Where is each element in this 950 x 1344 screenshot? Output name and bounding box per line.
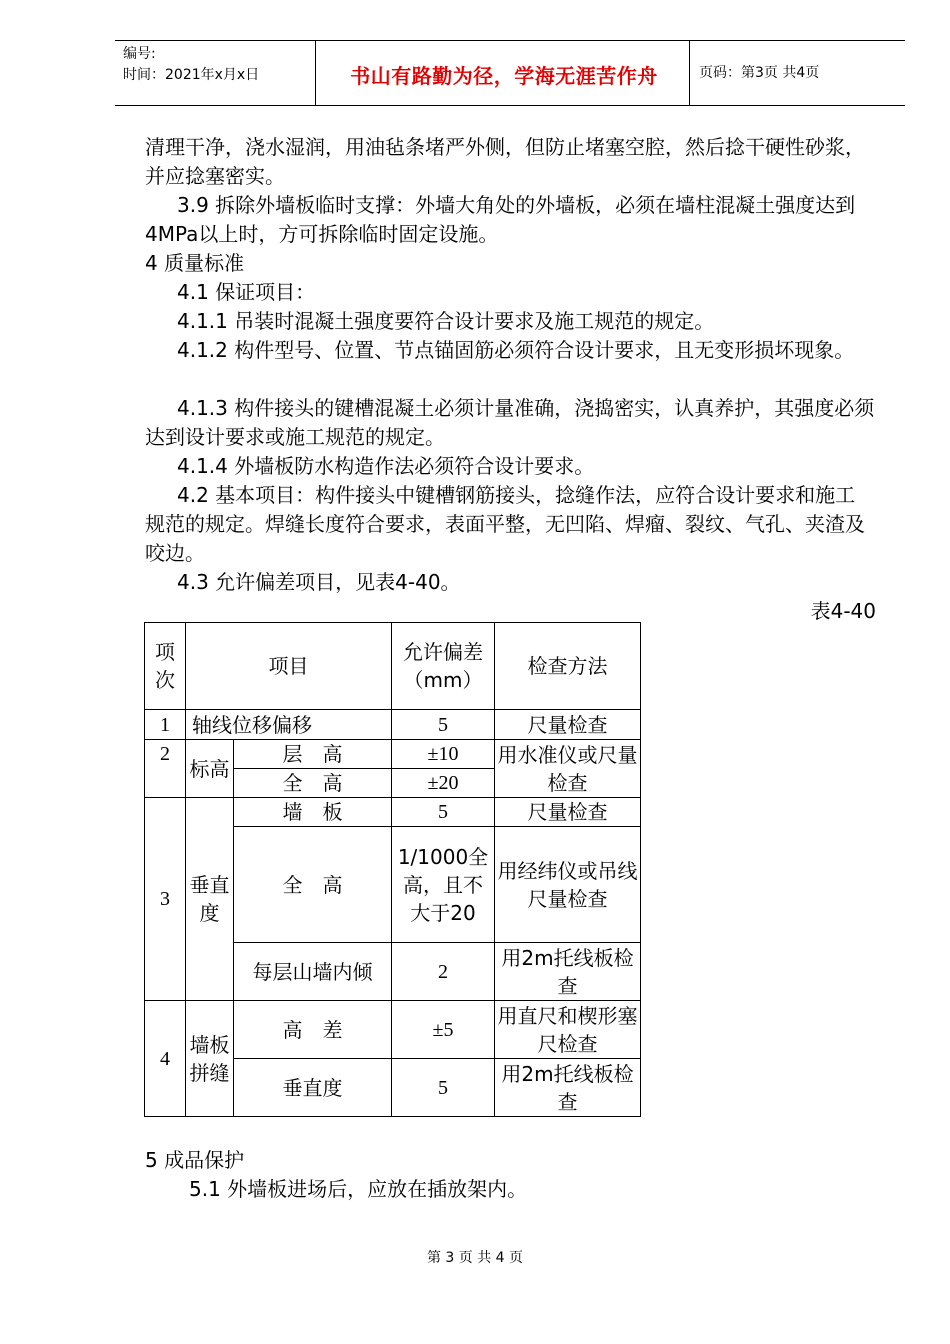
document-header — [115, 40, 905, 106]
seq-cell: 4 — [145, 1001, 186, 1117]
header-cell-method: 检查方法 — [495, 623, 641, 710]
method-cell: 用2m托线板检查 — [495, 943, 641, 1001]
table-caption: 表4-40 — [810, 599, 876, 623]
table-row — [145, 1001, 641, 1059]
deviation-cell: 5 — [392, 1059, 495, 1117]
deviation-cell: 1/1000全高，且不大于20 — [392, 827, 495, 943]
item-cell: 层 高 — [234, 740, 392, 769]
seq-cell: 1 — [145, 710, 186, 740]
table-row — [145, 740, 641, 769]
paragraph: 5.1 外墙板进场后，应放在插放架内。 — [189, 1177, 528, 1201]
paragraph: 3.9 拆除外墙板临时支撑：外墙大角处的外墙板，必须在墙柱混凝土强度达到4MPa以上时，方可拆除临时固定设施。 — [145, 193, 856, 246]
item-cell: 轴线位移偏移 — [186, 710, 392, 740]
deviation-cell: 5 — [392, 798, 495, 827]
header-meta — [123, 44, 259, 86]
header-divider — [315, 40, 316, 106]
method-cell: 尺量检查 — [495, 798, 641, 827]
method-cell: 用水准仪或尺量检查 — [495, 740, 641, 798]
table-row — [145, 710, 641, 740]
table-header-row — [145, 623, 641, 710]
paragraph: 4.1.1 吊装时混凝土强度要符合设计要求及施工规范的规定。 — [177, 309, 715, 333]
paragraph: 4.2 基本项目：构件接头中键槽钢筋接头，捻缝作法，应符合设计要求和施工规范的规定。焊缝长度符合要求，表面平整，无凹陷、焊瘤、裂纹、气孔、夹渣及咬边。 — [145, 483, 865, 565]
paragraph: 4.3 允许偏差项目，见表4-40。 — [177, 570, 461, 594]
table-row — [145, 798, 641, 827]
group-cell: 垂直度 — [186, 798, 234, 1001]
header-cell-seq: 项次 — [145, 623, 186, 710]
item-cell: 全 高 — [234, 769, 392, 798]
header-time-label: 时间：2021年x月x日 — [123, 67, 260, 83]
paragraph: 清理干净，浇水湿润，用油毡条堵严外侧，但防止堵塞空腔，然后捻干硬性砂浆，并应捻塞密实。 — [145, 135, 865, 188]
section-heading: 5 成品保护 — [145, 1148, 245, 1172]
section-heading: 4 质量标准 — [145, 251, 245, 275]
item-cell: 全 高 — [234, 827, 392, 943]
item-cell: 每层山墙内倾 — [234, 943, 392, 1001]
method-cell: 用经纬仪或吊线尺量检查 — [495, 827, 641, 943]
header-bottom-rule — [115, 105, 905, 106]
seq-cell: 2 — [145, 740, 186, 798]
header-top-rule — [115, 40, 905, 41]
paragraph: 4.1.3 构件接头的键槽混凝土必须计量准确，浇捣密实，认真养护，其强度必须达到设计要求或施工规范的规定。 — [145, 396, 875, 449]
group-cell: 墙板拼缝 — [186, 1001, 234, 1117]
paragraph: 4.1.2 构件型号、位置、节点锚固筋必须符合设计要求，且无变形损坏现象。 — [177, 338, 855, 362]
page-footer: 第 3 页 共 4 页 — [426, 1250, 524, 1266]
paragraph: 4.1 保证项目： — [177, 280, 316, 304]
deviation-cell: ±5 — [392, 1001, 495, 1059]
deviation-cell: 5 — [392, 710, 495, 740]
group-cell: 标高 — [186, 740, 234, 798]
item-cell: 墙 板 — [234, 798, 392, 827]
header-cell-deviation: 允许偏差（mm） — [392, 623, 495, 710]
method-cell: 尺量检查 — [495, 710, 641, 740]
header-cell-item: 项目 — [186, 623, 392, 710]
item-cell: 垂直度 — [234, 1059, 392, 1117]
deviation-cell: ±10 — [392, 740, 495, 769]
tolerance-table — [144, 622, 641, 1117]
header-motto: 书山有路勤为径，学海无涯苦作舟 — [350, 64, 658, 88]
header-number-label: 编号: — [123, 46, 156, 62]
method-cell: 用直尺和楔形塞尺检查 — [495, 1001, 641, 1059]
method-cell: 用2m托线板检查 — [495, 1059, 641, 1117]
deviation-cell: ±20 — [392, 769, 495, 798]
paragraph: 4.1.4 外墙板防水构造作法必须符合设计要求。 — [177, 454, 595, 478]
deviation-cell: 2 — [392, 943, 495, 1001]
header-page-label: 页码：第3页 共4页 — [699, 65, 820, 81]
item-cell: 高 差 — [234, 1001, 392, 1059]
seq-cell: 3 — [145, 798, 186, 1001]
